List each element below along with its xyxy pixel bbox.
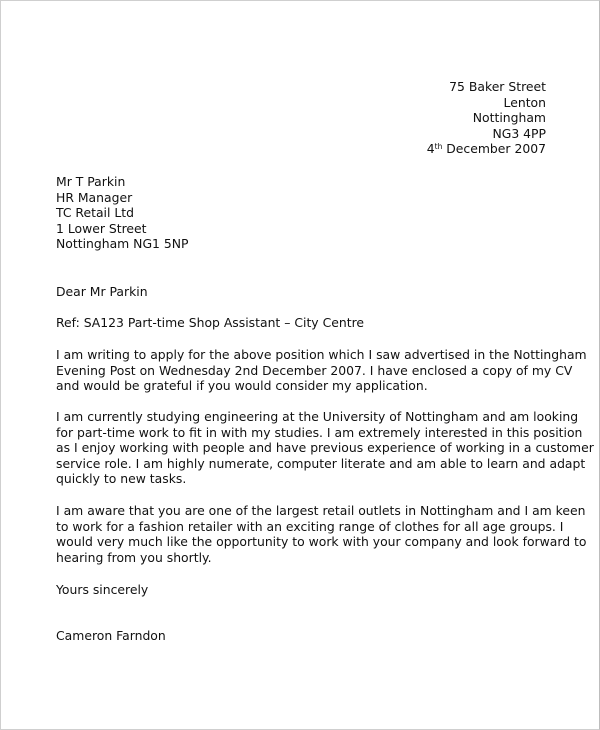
- sender-postcode: NG3 4PP: [492, 125, 546, 141]
- recipient-title: HR Manager: [56, 189, 133, 205]
- recipient-company: TC Retail Ltd: [56, 205, 135, 221]
- letter-date: [427, 141, 546, 157]
- recipient-address: [56, 174, 189, 252]
- paragraph-application: [56, 347, 587, 394]
- paragraph-line: as I enjoy working with people and have previous experience of working in a customer: [56, 440, 594, 456]
- date-day: 4: [426, 141, 435, 157]
- paragraph-background: [56, 409, 594, 487]
- paragraph-line: quickly to new tasks.: [56, 471, 187, 487]
- salutation: Dear Mr Parkin: [56, 284, 148, 299]
- closing: Yours sincerely: [56, 582, 149, 597]
- paragraph-motivation: [56, 503, 587, 565]
- paragraph-line: for part-time work to fit in with my studies. I am extremely interested in this position: [56, 424, 583, 440]
- paragraph-line: hearing from you shortly.: [56, 549, 212, 565]
- sender-address: [427, 79, 546, 157]
- recipient-city-postcode: Nottingham NG1 5NP: [56, 236, 189, 252]
- reference-line: Ref: SA123 Part-time Shop Assistant – City Centre: [56, 315, 365, 330]
- paragraph-line: I am writing to apply for the above position which I saw advertised in the Nottingham: [56, 347, 587, 362]
- paragraph-line: Evening Post on Wednesday 2nd December 2007. I have enclosed a copy of my CV: [56, 362, 573, 378]
- paragraph-line: would very much like the opportunity to work with your company and look forward to: [56, 534, 587, 550]
- recipient-street: 1 Lower Street: [56, 220, 147, 236]
- paragraph-line: service role. I am highly numerate, computer literate and am able to learn and adapt: [56, 455, 586, 471]
- signature-name: Cameron Farndon: [56, 628, 166, 643]
- paragraph-line: to work for a fashion retailer with an exciting range of clothes for all age groups. I: [56, 518, 564, 534]
- recipient-name: Mr T Parkin: [56, 174, 126, 189]
- paragraph-line: and would be grateful if you would consider my application.: [56, 378, 428, 394]
- sender-street: 75 Baker Street: [449, 79, 546, 94]
- paragraph-line: I am currently studying engineering at the University of Nottingham and am looking: [56, 409, 579, 424]
- paragraph-line: I am aware that you are one of the largest retail outlets in Nottingham and I am keen: [56, 503, 586, 518]
- sender-area: Lenton: [503, 94, 546, 110]
- sender-city: Nottingham: [472, 110, 546, 126]
- date-month-year: December 2007: [442, 141, 546, 157]
- date-suffix: th: [434, 142, 443, 152]
